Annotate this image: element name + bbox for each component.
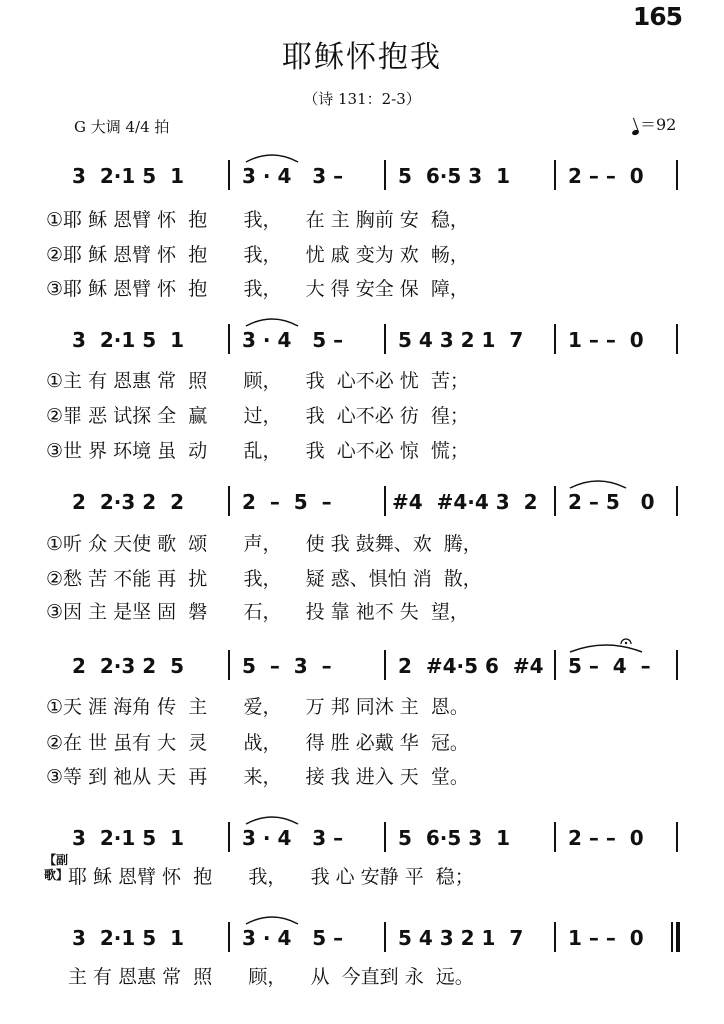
lyric-line: 主 有 恩惠 常 照 顾， 从 今直到 永 远。 xyxy=(68,966,474,988)
lyric-line: ②耶 稣 恩臂 怀 抱 我， 忧 戚 变为 欢 畅， xyxy=(46,244,469,266)
barline xyxy=(676,160,678,190)
measure: 5 6·5 3 1 xyxy=(398,826,510,850)
measure: 3 · 4 5 – xyxy=(242,328,344,352)
measure: 2 – – 0 xyxy=(568,164,644,188)
measure: 5 4 3 2 1 7 xyxy=(398,328,524,352)
barline xyxy=(384,486,386,516)
tempo-marking xyxy=(632,112,676,135)
measure: 3 2·1 5 1 xyxy=(72,328,184,352)
slur xyxy=(244,314,300,328)
final-barline-thin xyxy=(671,922,673,952)
lyric-line: ①耶 稣 恩臂 怀 抱 我， 在 主 胸前 安 稳， xyxy=(46,209,469,231)
measure: 3 2·1 5 1 xyxy=(72,826,184,850)
slur xyxy=(244,912,300,926)
measure: 3 2·1 5 1 xyxy=(72,164,184,188)
measure: 2 – 5 0 xyxy=(568,490,655,514)
lyric-line: ③世 界 环境 虽 动 乱， 我 心不必 惊 慌； xyxy=(46,440,469,462)
quarter-note-icon xyxy=(631,129,639,136)
barline xyxy=(384,922,386,952)
barline xyxy=(384,650,386,680)
measure: 2 2·3 2 5 xyxy=(72,654,184,678)
page-number: 165 xyxy=(632,2,682,31)
lyric-line: ②愁 苦 不能 再 扰 我， 疑 惑、惧怕 消 散， xyxy=(46,568,482,590)
measure: 3 · 4 3 – xyxy=(242,164,344,188)
lyric-line: ③耶 稣 恩臂 怀 抱 我， 大 得 安全 保 障， xyxy=(46,278,469,300)
barline xyxy=(554,160,556,190)
measure: 5 6·5 3 1 xyxy=(398,164,510,188)
barline xyxy=(384,324,386,354)
barline xyxy=(554,822,556,852)
lyric-line: ②罪 恶 试探 全 赢 过， 我 心不必 彷 徨； xyxy=(46,405,469,427)
measure: 5 – 4 – xyxy=(568,654,651,678)
key-time-signature: G 大调 4/4 拍 xyxy=(74,118,170,136)
lyric-line: ①天 涯 海角 传 主 爱， 万 邦 同沐 主 恩。 xyxy=(46,696,469,718)
lyric-line: ③因 主 是坚 固 磐 石， 投 靠 祂不 失 望， xyxy=(46,601,469,623)
barline xyxy=(228,160,230,190)
measure: 1 – – 0 xyxy=(568,328,644,352)
lyric-line: ①听 众 天使 歌 颂 声， 使 我 鼓舞、欢 腾， xyxy=(46,533,482,555)
measure: 3 · 4 5 – xyxy=(242,926,344,950)
barline xyxy=(228,486,230,516)
measure: 2 #4·5 6 #4 xyxy=(398,654,544,678)
lyric-line: 耶 稣 恩臂 怀 抱 我， 我 心 安静 平 稳； xyxy=(68,866,474,888)
measure: 5 – 3 – xyxy=(242,654,332,678)
lyric-line: ②在 世 虽有 大 灵 战， 得 胜 必戴 华 冠。 xyxy=(46,732,469,754)
barline xyxy=(384,160,386,190)
measure: 2 – – 0 xyxy=(568,826,644,850)
measure: 2 – 5 – xyxy=(242,490,332,514)
scripture-reference: （诗 131：2-3） xyxy=(303,90,421,108)
measure: 3 · 4 3 – xyxy=(242,826,344,850)
barline xyxy=(228,822,230,852)
refrain-label: 【副歌】 xyxy=(44,853,69,882)
measure: 2 2·3 2 2 xyxy=(72,490,184,514)
measure: 1 – – 0 xyxy=(568,926,644,950)
barline xyxy=(228,650,230,680)
measure: #4 #4·4 3 2 xyxy=(392,490,538,514)
song-title: 耶稣怀抱我 xyxy=(282,40,442,75)
barline xyxy=(554,922,556,952)
lyric-line: ③等 到 祂从 天 再 来， 接 我 进入 天 堂。 xyxy=(46,766,469,788)
barline xyxy=(554,650,556,680)
barline xyxy=(676,486,678,516)
slur xyxy=(568,476,628,490)
measure: 3 2·1 5 1 xyxy=(72,926,184,950)
barline xyxy=(228,324,230,354)
barline xyxy=(676,822,678,852)
slur xyxy=(244,150,300,164)
barline xyxy=(554,486,556,516)
measure: 5 4 3 2 1 7 xyxy=(398,926,524,950)
slur-fermata xyxy=(568,636,644,654)
final-barline-thick xyxy=(676,922,680,952)
tempo-value: ＝92 xyxy=(640,115,677,134)
barline xyxy=(228,922,230,952)
slur xyxy=(244,812,300,826)
lyric-line: ①主 有 恩惠 常 照 顾， 我 心不必 忧 苦； xyxy=(46,370,469,392)
barline xyxy=(384,822,386,852)
barline xyxy=(676,324,678,354)
barline xyxy=(554,324,556,354)
barline xyxy=(676,650,678,680)
